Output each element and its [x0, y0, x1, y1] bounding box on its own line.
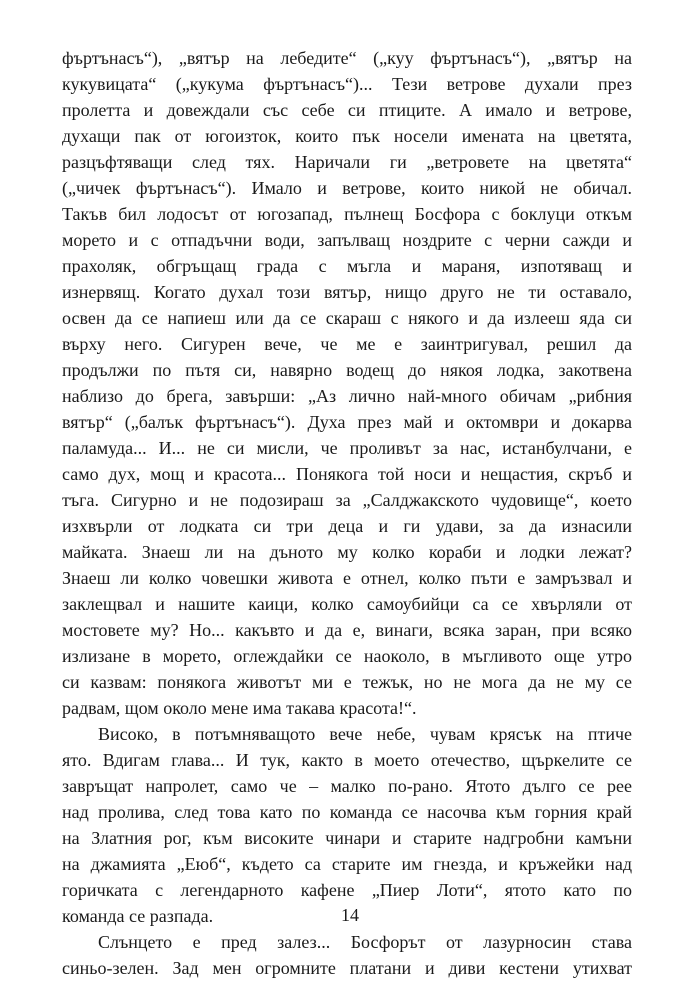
text-line: на джамията „Еюб“, където са старите им гнезда, и кръжейки над: [62, 854, 632, 874]
text-line: изнервящ. Когато духал този вятър, нищо друго не ти оставало,: [62, 282, 632, 302]
page-number: 14: [341, 905, 359, 925]
text-line: вятър“ („балък фъртънасъ“). Духа през май и октомври и докарва: [62, 412, 632, 432]
text-line: върху него. Сигурен вече, че ме е заинтригувал, решил да: [62, 334, 632, 354]
text-line: ято. Вдигам глава... И тук, както в моето отечество, щъркелите се: [62, 750, 632, 770]
text-line: тъга. Сигурно и не подозираш за „Салджакското чудовище“, което: [62, 490, 632, 510]
text-line: кукувицата“ („кукума фъртънасъ“)... Тези ветрове духали през: [62, 74, 632, 94]
text-line: над пролива, след това като по команда се насочва към горния край: [62, 802, 632, 822]
text-line: команда се разпада.: [62, 906, 214, 926]
text-line: наблизо до брега, завърши: „Аз лично най-много обичам „рибния: [62, 386, 632, 406]
text-line: мостовете му? Но... какъвто и да е, винаги, всяка заран, при всяко: [62, 620, 632, 640]
text-line: майката. Знаеш ли на дъното му колко кораби и лодки лежат?: [62, 542, 632, 562]
text-line: на Златния рог, към високите чинари и старите надгробни камъни: [62, 828, 632, 848]
text-line: завръщат напролет, само че – малко по-рано. Ятото дълго се рее: [62, 776, 632, 796]
text-line: духащи пак от югоизток, които пък носели имената на цветята,: [62, 126, 632, 146]
text-line: излизане в морето, оглеждайки се наоколо, в мъгливото още утро: [62, 646, 632, 666]
text-line: морето и с отпадъчни води, запълващ ноздрите с черни сажди и: [62, 230, 632, 250]
text-line: прахоляк, обгръщащ града с мъгла и мараня, изпотяващ и: [62, 256, 632, 276]
text-line: Слънцето е пред залез... Босфорът от лазурносин става: [98, 932, 632, 952]
text-line: паламуда... И... не си мисли, че проливът за нас, истанбулчани, е: [62, 438, 632, 458]
text-line: горичката с легендарното кафене „Пиер Лоти“, ятото като по: [62, 880, 632, 900]
text-line: фъртънасъ“), „вятър на лебедите“ („куу фъртънасъ“), „вятър на: [62, 48, 632, 68]
text-line: си казвам: понякога животът ми е тежък, но не мога да не му се: [62, 672, 632, 692]
text-line: пролетта и довеждали със себе си птиците. А имало и ветрове,: [62, 100, 632, 120]
text-line: изхвърли от лодката си три деца и ги удави, за да изнасили: [62, 516, 632, 536]
body-text: [62, 45, 632, 981]
text-line: освен да се напиеш или да се скараш с някого и да излееш яда си: [62, 308, 632, 328]
text-line: Високо, в потъмняващото вече небе, чувам крясък на птиче: [98, 724, 632, 744]
text-line: („чичек фъртънасъ“). Имало и ветрове, които никой не обичал.: [62, 178, 632, 198]
text-line: синьо-зелен. Зад мен огромните платани и диви кестени утихват: [62, 958, 632, 978]
text-line: продължи по пътя си, навярно водещ до някоя лодка, закотвена: [62, 360, 632, 380]
text-line: Такъв бил лодосът от югозапад, пълнещ Босфора с боклуци откъм: [62, 204, 632, 224]
text-line: радвам, щом около мене има такава красота!“.: [62, 698, 417, 718]
text-line: разцъфтяващи след тях. Наричали ги „ветровете на цветята“: [62, 152, 632, 172]
text-line: Знаеш ли колко човешки живота е отнел, колко пъти е замръзвал и: [62, 568, 632, 588]
text-line: заклещвал и нашите каици, колко самоубийци са се хвърляли от: [62, 594, 632, 614]
text-line: само дух, мощ и красота... Понякога той носи и нещастия, скръб и: [62, 464, 632, 484]
